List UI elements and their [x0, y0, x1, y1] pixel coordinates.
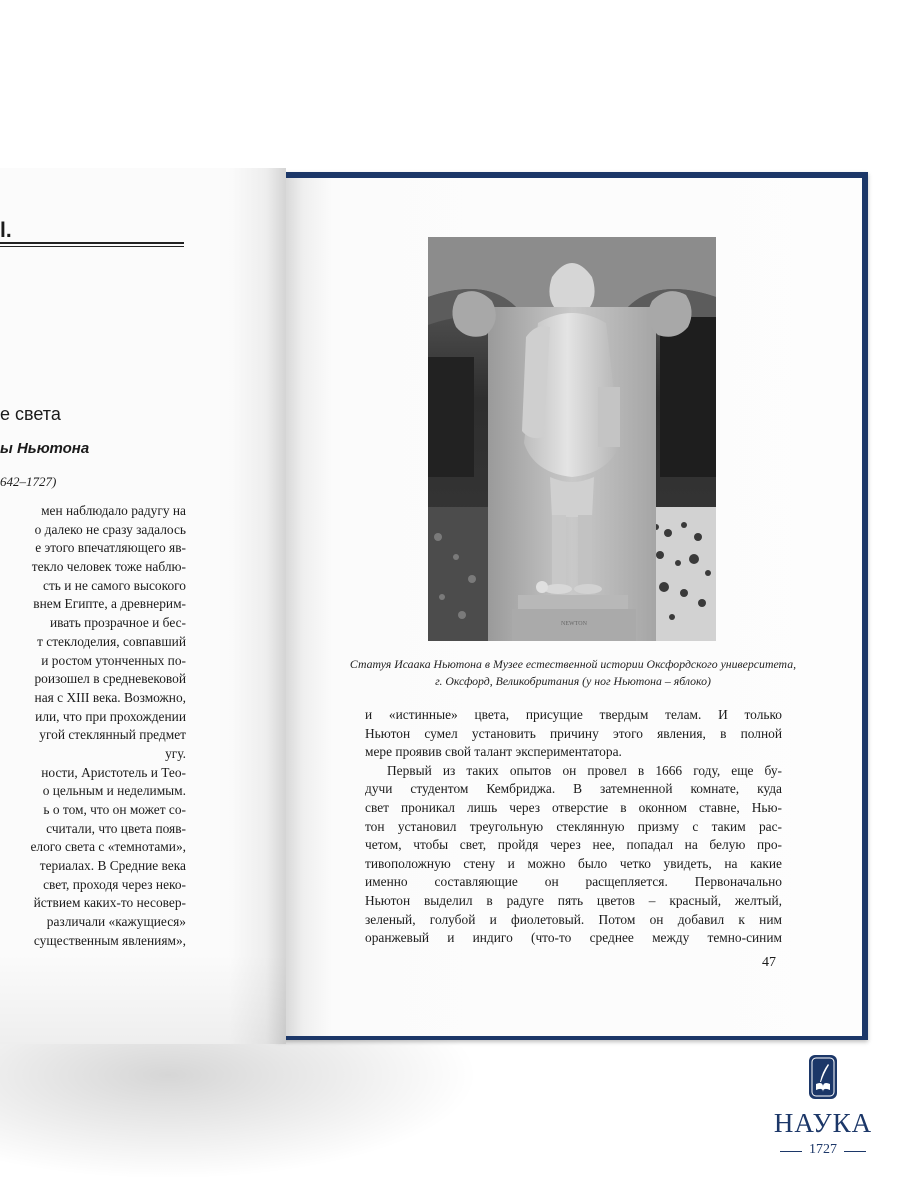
section-heading: е света	[0, 404, 61, 424]
left-page-line: ности, Аристотель и Тео-	[41, 764, 186, 780]
right-page-line: Ньютон сумел установить причину этого явления, в полной	[365, 725, 782, 741]
right-page-body	[365, 706, 782, 948]
left-page-line: ная с XIII века. Возможно,	[34, 689, 186, 705]
left-page-line: или, что при прохождении	[35, 708, 186, 724]
section-subheading: ы Ньютона	[0, 440, 90, 457]
statue-plinth-inscription: NEWTON	[561, 621, 587, 627]
book-shadow	[0, 1030, 480, 1180]
page-number: 47	[762, 955, 776, 970]
right-page-line: тон установил треугольную стеклянную призму с таким рас-	[365, 818, 782, 834]
left-page-line: териалах. В Средние века	[39, 858, 186, 874]
left-page-line: роизошел в средневековой	[34, 671, 186, 687]
right-page-line: свет проникал лишь через отверстие в оконном ставне, Нью-	[365, 799, 782, 815]
left-page	[0, 168, 286, 1044]
left-page-line: угу.	[165, 745, 186, 761]
section-dates: 642–1727)	[0, 474, 57, 489]
left-page-line: елого света с «темнотами»,	[30, 839, 186, 855]
right-page-line: Ньютон выделил в радуге пять цветов – красный, желтый,	[365, 892, 782, 908]
left-page-line: считали, что цвета появ-	[46, 820, 186, 836]
left-page-line: ь о том, что он может со-	[43, 802, 186, 817]
left-page-body	[0, 502, 186, 951]
left-page-line: свет, проходя через неко-	[43, 876, 186, 892]
right-page-line: именно составляющие он расщепляется. Первоначально	[365, 874, 782, 890]
left-page-line: о далеко не сразу задалось	[34, 521, 186, 537]
publisher-name: НАУКА	[773, 1108, 873, 1138]
right-page-line: Первый из таких опытов он провел в 1666 году, еще бу-	[387, 762, 782, 778]
right-page-line: зеленый, голубой и фиолетовый. Потом он добавил к ним	[365, 911, 782, 927]
left-page-line: о цельным и неделимым.	[42, 783, 186, 799]
publisher-logo	[768, 1054, 878, 1164]
right-page-line: четом, чтобы свет, пройдя через нее, попадал на белую про-	[365, 837, 782, 853]
right-page-line: дучи студентом Кембриджа. В затемненной комнате, куда	[365, 781, 782, 797]
left-page-line: мен наблюдало радугу на	[41, 503, 186, 518]
book-quill-icon	[808, 1054, 838, 1100]
left-page-line: различали «кажущиеся»	[46, 914, 186, 930]
left-page-line: т стеклоделия, совпавший	[37, 633, 186, 649]
right-page-line: оранжевый и индиго (что-то среднее между темно-синим	[365, 930, 782, 946]
header-rule-thin	[0, 246, 184, 247]
page-curl-shade	[0, 954, 286, 1044]
right-page-line: и «истинные» цвета, присущие твердым телам. И только	[365, 707, 782, 722]
left-page-line: существенным явлениям»,	[33, 932, 186, 948]
right-page	[286, 178, 862, 1036]
left-page-line: внем Египте, а древнерим-	[33, 596, 186, 612]
logo-year-line	[844, 1151, 866, 1152]
newton-statue-illustration	[428, 237, 716, 641]
right-page-line: мере проявив свой талант экспериментатора.	[365, 744, 622, 760]
left-page-line: текло человек тоже наблю-	[31, 559, 186, 575]
publisher-year: 1727	[809, 1142, 837, 1157]
right-page-line: тивоположную стену и можно было четко увидеть, на какие	[365, 855, 782, 871]
newton-statue-photo	[428, 237, 716, 641]
left-page-line: и ростом утонченных по-	[41, 652, 186, 668]
left-page-line: сть и не самого высокого	[43, 577, 186, 593]
left-page-line: йствием каких-то несовер-	[33, 895, 186, 911]
left-page-line: угой стеклянный предмет	[39, 727, 186, 743]
header-rule	[0, 242, 184, 244]
left-page-line: е этого впечатляющего яв-	[35, 540, 186, 556]
figure-caption: Статуя Исаака Ньютона в Музее естественной истории Оксфордского университета, г. Оксфорд, Великобритания (у ног Ньютона – яблоко)	[349, 657, 797, 688]
chapter-header-fragment: l.	[0, 219, 12, 242]
left-page-line: ивать прозрачное и бес-	[49, 615, 186, 631]
